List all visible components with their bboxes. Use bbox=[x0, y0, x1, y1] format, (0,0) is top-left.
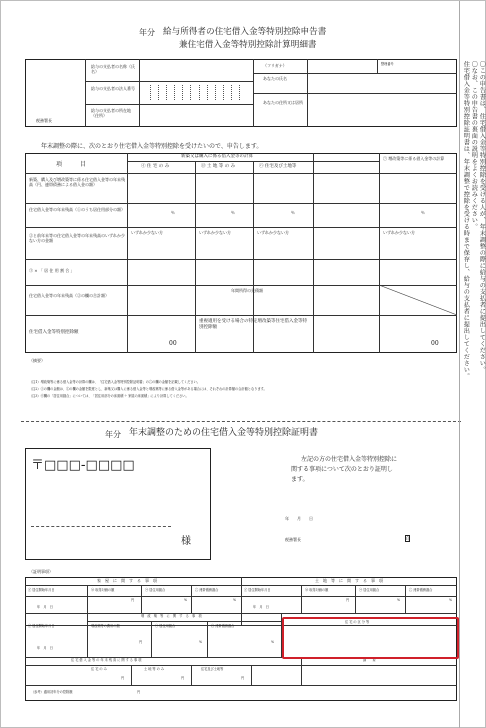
less-amount-both: いずれか少ない方 bbox=[257, 230, 289, 235]
renov-yen: 円 bbox=[139, 640, 143, 644]
loan-balance-section: 住 宅 借 入 金 等 の 年 末 残 高 に 関 す る 事 項 bbox=[71, 658, 142, 662]
land-moved-in: ㋑ 居住開始年月日 bbox=[244, 588, 271, 592]
land-joint-pct: % bbox=[449, 598, 453, 602]
row2-label: 住宅借入金等の年末残高（①のうち居住用部分の額） bbox=[29, 207, 125, 212]
renov-moved-in: ㋑ 居住開始年月日 bbox=[28, 624, 55, 628]
cut-line bbox=[21, 421, 461, 422]
col-both-header: ㋩ 住宅及び土地等 bbox=[259, 164, 297, 169]
loan-land-yen: 円 bbox=[181, 676, 185, 680]
ratio-renov: ％ bbox=[421, 210, 425, 215]
renov-cost: 増改築等の費用の額 bbox=[91, 624, 120, 628]
postal-code: 〒□□□-□□□□ bbox=[31, 458, 135, 473]
form2-year-prefix: 年分 bbox=[105, 430, 121, 439]
loan-house-only: 住 宅 の み bbox=[91, 667, 107, 671]
note3: （注3）⑥欄の「居住用割合」については、「居住用部分の床面積 ÷ 家屋の床面積」により計算してください。 bbox=[29, 394, 189, 398]
house-joint-ratio: ㋥ 連帯債務割合 bbox=[195, 588, 219, 592]
house-section-header: 家 屋 に 関 す る 事 項 bbox=[97, 578, 157, 583]
form1-year-prefix: 年分 bbox=[139, 28, 155, 37]
form1-title-line1: 給与所得者の住宅借入金等特別控除申告書 bbox=[163, 27, 327, 37]
renov-date-value[interactable]: 年 月 日 bbox=[37, 646, 53, 650]
cert-line3: ます。 bbox=[291, 476, 309, 483]
cert-date: 年 月 日 bbox=[285, 516, 313, 521]
row5-label: 住宅借入金等の年末残高（②の欄の合計額） bbox=[29, 293, 109, 298]
ratio-land: ％ bbox=[231, 210, 235, 215]
seal-mark: 印 bbox=[406, 536, 410, 541]
renov-ratio: ㋩ 居住用割合 bbox=[155, 624, 176, 628]
house-date-value[interactable]: 年 月 日 bbox=[37, 605, 53, 609]
loan-both-yen: 円 bbox=[241, 676, 245, 680]
side-note-2: 〇なお、この申告書の裏面の説明をよくお読みください。 bbox=[470, 61, 478, 230]
col-renov-header: ㋥ 増改築等に係る借入金等の計算 bbox=[383, 156, 445, 161]
payer-corp-no-label: 給与の支払者の法人番号 bbox=[91, 86, 135, 91]
col-house-only-header: ㋑ 住 宅 の み bbox=[141, 164, 170, 169]
land-joint-ratio: ㋥ 連帯債務割合 bbox=[409, 588, 433, 592]
house-yen: 円 bbox=[131, 598, 135, 602]
house-pct: % bbox=[184, 598, 188, 602]
ratio-house: ％ bbox=[171, 210, 175, 215]
less-amount-land: いずれか少ない方 bbox=[199, 230, 231, 235]
remarks-label: 摘 要 bbox=[363, 658, 376, 662]
limit-note: 年間所得の見積額 bbox=[231, 288, 263, 293]
land-yen: 円 bbox=[346, 598, 350, 602]
row3-label: ②と前年末等の住宅借入金等の年末残高のいずれか少ない方の金額 bbox=[29, 233, 125, 244]
form1-intro: 年末調整の際に、次のとおり住宅借入金等特別控除を受けたいので、申告します。 bbox=[41, 143, 263, 150]
less-amount-renov: いずれか少ない方 bbox=[383, 230, 415, 235]
sama: 様 bbox=[181, 536, 191, 547]
payer-name-label: 給与の支払者の名称（氏名） bbox=[91, 64, 135, 74]
highlight-classification-field[interactable] bbox=[282, 617, 459, 659]
loan-house-yen: 円 bbox=[121, 676, 125, 680]
furigana-label: （フリガナ） bbox=[263, 63, 287, 68]
loan-land-only: 土 地 等 の み bbox=[144, 667, 164, 671]
side-note-3: 住宅借入金等特別控除証明書は、年末調整で控除を受ける時まで保存し、給与の支払者に提出してください。 bbox=[462, 61, 470, 380]
your-name-label: あなたの氏名 bbox=[263, 76, 287, 81]
form2-title: 年末調整のための住宅借入金等特別控除証明書 bbox=[129, 428, 319, 438]
form1-tax-office: 税務署長 bbox=[36, 118, 52, 123]
classification-label: 住 宅 の 区 分 等 bbox=[345, 620, 370, 624]
footer-note: （参考）適用初年分の控除額 bbox=[31, 690, 73, 694]
side-divider bbox=[459, 1, 460, 728]
dd-house: 00 bbox=[169, 340, 177, 347]
diagonal-cell bbox=[379, 285, 457, 315]
footer-yen: 円 bbox=[137, 690, 141, 694]
less-amount-house: いずれか少ない方 bbox=[131, 230, 163, 235]
col-item-header: 項 目 bbox=[56, 161, 87, 168]
row1-label: 新築、購入及び増改築等に係る住宅借入金等の年末残高（円、連帯債務による借入金の額） bbox=[29, 177, 125, 188]
cert-line2: 関する事項について次のとおり証明し bbox=[291, 466, 393, 473]
individual-no-label: 整理番号 bbox=[381, 62, 394, 66]
land-pct: % bbox=[397, 598, 401, 602]
col-land-only-header: ㋺ 土 地 等 の み bbox=[201, 164, 236, 169]
land-section-header: 土 地 等 に 関 す る 事 項 bbox=[315, 578, 383, 583]
land-acq-price: ㋺ 取得対価の額 bbox=[305, 588, 329, 592]
form1-title-line2: 兼住宅借入金等特別控除計算明細書 bbox=[179, 40, 317, 50]
your-address-label: あなたの住所又は居所 bbox=[263, 100, 303, 105]
ratio-both: ％ bbox=[291, 210, 295, 215]
house-joint-pct: % bbox=[233, 598, 237, 602]
form1-remarks: （摘要） bbox=[29, 358, 45, 363]
cert-tax-office: 税務署長 bbox=[285, 537, 301, 542]
cert-line1: 左記の方の住宅借入金等特別控除に bbox=[301, 456, 398, 463]
land-ratio: ㋩ 居住用割合 bbox=[359, 588, 380, 592]
house-acq-price: ㋺ 取得対価の額 bbox=[91, 588, 115, 592]
payer-address-label: 給与の支払者の所在地（住所） bbox=[91, 108, 131, 118]
renov-pct: % bbox=[199, 640, 203, 644]
renov-joint-pct: % bbox=[271, 640, 275, 644]
side-note-1: 〇この申告書は、住宅借入金等特別控除を受ける人が、年末調整の際に給与の支払者に提出してください。 bbox=[478, 61, 486, 373]
renov-joint-ratio: ㋥ 連帯債務割合 bbox=[211, 624, 235, 628]
corp-number-boxes[interactable] bbox=[143, 85, 247, 100]
house-moved-in: ㋑ 居住開始年月日 bbox=[28, 588, 55, 592]
house-ratio: ㋩ 居住用割合 bbox=[145, 588, 166, 592]
row4-label: ③ × 「 居 住 用 割 合 」 bbox=[29, 268, 75, 273]
loan-both: 住宅及び土地等 bbox=[201, 667, 224, 671]
renov-section-header: 増 改 築 等 に 関 す る 事 項 bbox=[141, 614, 202, 618]
cert-items-label: （証明事項） bbox=[29, 569, 53, 574]
col-newly-header: 新築又は購入に係る借入金等の計算 bbox=[181, 154, 253, 159]
land-date-value[interactable]: 年 月 日 bbox=[253, 605, 269, 609]
dd-renov: 00 bbox=[431, 340, 439, 347]
note2: （注2）⑤の欄の金額は、①の欄の金額を限度とし、新築又は購入に係る借入金等と増改築等に係る借入金等がある場合には、それぞれの計算額の合計額となります。 bbox=[29, 387, 267, 391]
note1: （注1）増改築等に係る借入金等の計算の欄は、「住宅借入金等特別控除証明書」の㋥の欄の金額を記載してください。 bbox=[29, 380, 200, 384]
special-deduction-label: 重複適用を受ける場合の特定増改築等住宅借入金等特別控除額 bbox=[199, 319, 307, 330]
row6-label: 住宅借入金等特別控除額 bbox=[29, 330, 79, 335]
